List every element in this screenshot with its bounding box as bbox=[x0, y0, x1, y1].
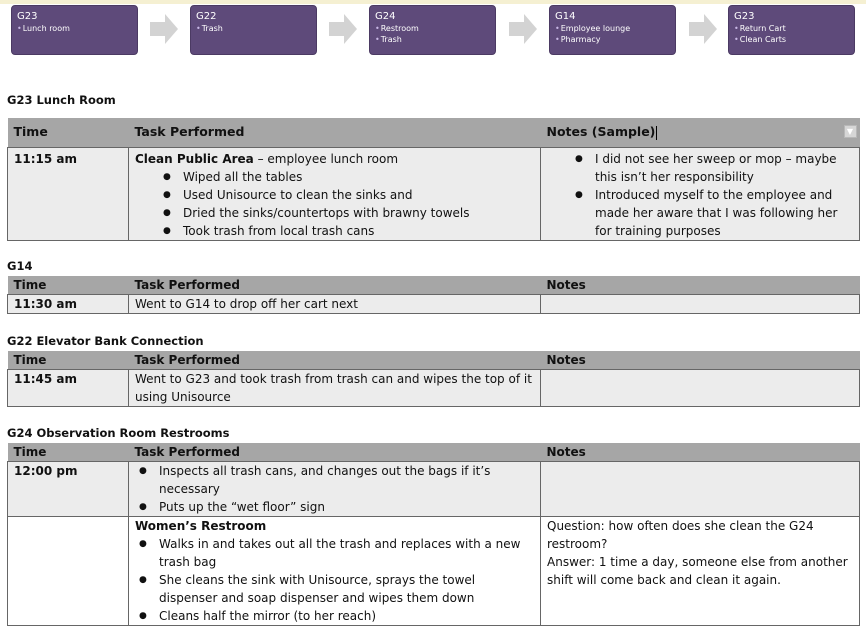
time-cell: 11:30 am bbox=[8, 295, 129, 314]
notes-question: Question: how often does she clean the G24 restroom? bbox=[547, 519, 814, 551]
flow-box-title: G24 bbox=[375, 11, 396, 22]
table-row bbox=[8, 462, 860, 517]
col-header-notes: Notes bbox=[541, 443, 860, 462]
log-table-g22 bbox=[7, 351, 860, 407]
flow-box-item: • Employee lounge bbox=[555, 23, 670, 34]
flow-box-item: • Trash bbox=[375, 34, 490, 45]
arrow-right-icon bbox=[509, 14, 537, 44]
table-header-row bbox=[8, 443, 860, 462]
table-row bbox=[8, 147, 860, 240]
flow-box-item: • Return Cart bbox=[734, 23, 849, 34]
flow-box-title: G23 bbox=[17, 11, 38, 22]
notes-answer: Answer: 1 time a day, someone else from another shift will come back and clean it again. bbox=[547, 555, 848, 587]
list-item: ● Took trash from local trash cans bbox=[159, 222, 534, 240]
col-header-time: Time bbox=[8, 118, 129, 147]
flow-box-title: G23 bbox=[734, 11, 755, 22]
list-item: ● Introduced myself to the employee and made her aware that I was following her for training purposes bbox=[571, 186, 853, 240]
list-item: ● Dried the sinks/countertops with brawny towels bbox=[159, 204, 534, 222]
col-header-task: Task Performed bbox=[129, 118, 541, 147]
task-cell: Went to G23 and took trash from trash can and wipes the top of it using Unisource bbox=[129, 370, 541, 407]
arrow-right-icon bbox=[329, 14, 357, 44]
task-cell: Went to G14 to drop off her cart next bbox=[129, 295, 541, 314]
col-header-time: Time bbox=[8, 276, 129, 295]
notes-cell bbox=[541, 462, 860, 517]
section-title-g22-elevator: G22 Elevator Bank Connection bbox=[7, 334, 204, 348]
flow-box-g22-trash bbox=[190, 5, 317, 55]
arrow-right-icon bbox=[689, 14, 717, 44]
list-item: ● I did not see her sweep or mop – maybe this isn’t her responsibility bbox=[571, 150, 853, 186]
flow-box-g14-lounge bbox=[549, 5, 676, 55]
task-bullet-list bbox=[135, 168, 534, 240]
flow-box-item: • Trash bbox=[196, 23, 311, 34]
log-table-g23 bbox=[7, 118, 860, 241]
table-row bbox=[8, 517, 860, 626]
log-table-g14 bbox=[7, 276, 860, 314]
list-item: ● Walks in and takes out all the trash and replaces with a new trash bag bbox=[135, 535, 534, 571]
list-item: ● Used Unisource to clean the sinks and bbox=[159, 186, 534, 204]
section-title-g24-restrooms: G24 Observation Room Restrooms bbox=[7, 426, 230, 440]
table-header-row bbox=[8, 351, 860, 370]
time-cell: 11:45 am bbox=[8, 370, 129, 407]
section-title-g23-lunch-room: G23 Lunch Room bbox=[7, 93, 116, 107]
task-cell bbox=[129, 517, 541, 626]
task-heading-bold: Clean Public Area bbox=[135, 151, 254, 166]
text-cursor bbox=[656, 126, 657, 140]
notes-bullet-list bbox=[547, 150, 853, 240]
route-flow-diagram bbox=[0, 0, 866, 60]
task-heading-rest: – employee lunch room bbox=[253, 151, 399, 166]
flow-box-item: • Restroom bbox=[375, 23, 490, 34]
col-header-notes: Notes bbox=[541, 276, 860, 295]
flow-box-title: G22 bbox=[196, 11, 217, 22]
list-item: ● Wiped all the tables bbox=[159, 168, 534, 186]
time-cell bbox=[8, 517, 129, 626]
task-cell bbox=[129, 147, 541, 240]
notes-cell bbox=[541, 147, 860, 240]
flow-box-g24-restroom bbox=[369, 5, 496, 55]
log-table-g24 bbox=[7, 443, 860, 626]
col-header-notes: Notes bbox=[541, 351, 860, 370]
flow-box-g23-lunch bbox=[11, 5, 138, 55]
list-item: ● Inspects all trash cans, and changes out the bags if it’s necessary bbox=[135, 462, 534, 498]
col-header-time: Time bbox=[8, 351, 129, 370]
table-header-row bbox=[8, 276, 860, 295]
list-item: ● Cleans half the mirror (to her reach) bbox=[135, 607, 534, 625]
flow-box-item: • Pharmacy bbox=[555, 34, 670, 45]
time-cell: 11:15 am bbox=[8, 147, 129, 240]
arrow-right-icon bbox=[150, 14, 178, 44]
notes-cell bbox=[541, 517, 860, 626]
notes-cell bbox=[541, 370, 860, 407]
flow-box-item: • Clean Carts bbox=[734, 34, 849, 45]
task-cell bbox=[129, 462, 541, 517]
col-header-notes-label: Notes (Sample) bbox=[546, 124, 656, 140]
table-row bbox=[8, 370, 860, 407]
flow-box-g23-return bbox=[728, 5, 855, 55]
flow-box-item: • Lunch room bbox=[17, 23, 132, 34]
task-heading bbox=[135, 150, 534, 168]
col-header-task: Task Performed bbox=[129, 351, 541, 370]
dropdown-arrow-icon[interactable]: ▼ bbox=[844, 125, 857, 138]
time-cell: 12:00 pm bbox=[8, 462, 129, 517]
col-header-task: Task Performed bbox=[129, 443, 541, 462]
section-title-g14: G14 bbox=[7, 259, 33, 273]
task-bullet-list bbox=[135, 462, 534, 516]
table-row bbox=[8, 295, 860, 314]
flow-box-title: G14 bbox=[555, 11, 576, 22]
task-bullet-list bbox=[135, 535, 534, 625]
col-header-notes[interactable] bbox=[541, 118, 860, 147]
notes-cell bbox=[541, 295, 860, 314]
list-item: ● She cleans the sink with Unisource, sprays the towel dispenser and soap dispenser and wipes them down bbox=[135, 571, 534, 607]
table-header-row bbox=[8, 118, 860, 147]
col-header-time: Time bbox=[8, 443, 129, 462]
task-heading: Women’s Restroom bbox=[135, 519, 267, 533]
col-header-task: Task Performed bbox=[129, 276, 541, 295]
list-item: ● Puts up the “wet floor” sign bbox=[135, 498, 534, 516]
